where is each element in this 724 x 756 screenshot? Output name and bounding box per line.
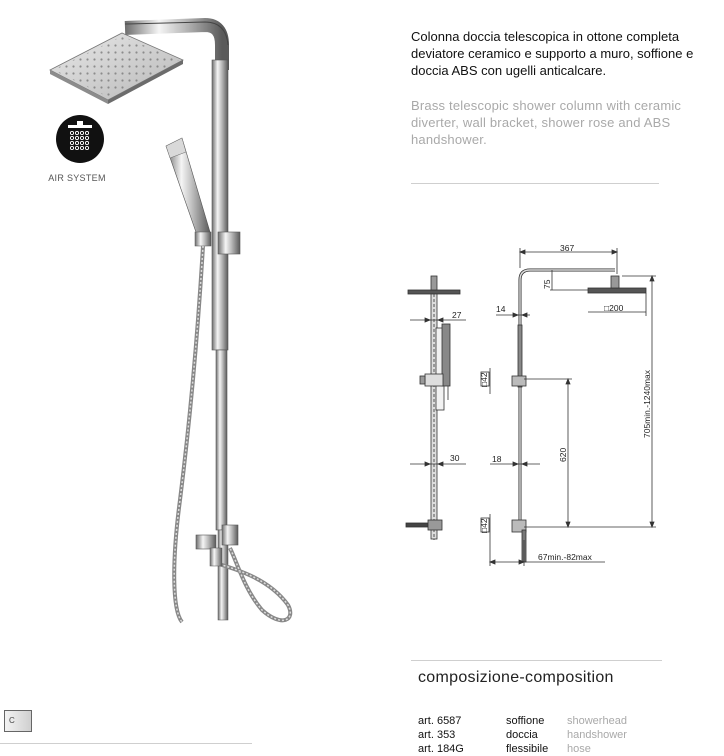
divider-composition [411, 660, 662, 661]
air-system-badge [48, 114, 108, 183]
item-name-it: soffione [506, 715, 545, 727]
dim-200: □200 [604, 303, 624, 313]
composition-row [418, 728, 627, 742]
description-italian: Colonna doccia telescopica in ottone completa deviatore ceramico e supporto a muro, soffione e doccia ABS con ugelli anticalcare. [411, 29, 694, 78]
dim-42-top: □42 [479, 372, 489, 387]
shower-head-icon [55, 114, 105, 164]
dim-height-range: 705min.-1240max [642, 369, 652, 438]
dim-14: 14 [496, 304, 506, 314]
composition-row [418, 714, 627, 728]
item-name-it: flessibile [506, 743, 549, 755]
finish-code: C [9, 716, 15, 725]
finish-swatch [4, 710, 32, 732]
product-photo [0, 0, 400, 640]
dim-30: 30 [450, 453, 460, 463]
composition-title: composizione-composition [418, 669, 614, 686]
item-name-en: hose [567, 743, 591, 755]
dim-27: 27 [452, 310, 462, 320]
dim-75: 75 [542, 279, 552, 289]
article-code: art. 353 [418, 729, 456, 741]
dim-18: 18 [492, 454, 502, 464]
article-code: art. 6587 [418, 715, 462, 727]
item-name-en: showerhead [567, 715, 627, 727]
badge-caption: AIR SYSTEM [48, 173, 106, 183]
dim-620: 620 [558, 447, 568, 462]
item-name-it: doccia [506, 729, 538, 741]
divider-bottom [0, 743, 252, 744]
item-name-en: handshower [567, 729, 627, 741]
article-code: art. 184G [418, 743, 464, 755]
technical-drawing [400, 240, 724, 570]
composition-table [418, 714, 627, 756]
dim-42-bottom: □42 [479, 518, 489, 533]
dim-367: 367 [560, 243, 575, 253]
composition-row [418, 742, 627, 756]
description-english: Brass telescopic shower column with ceramic diverter, wall bracket, shower rose and ABS handshower. [411, 98, 682, 147]
divider-top [411, 183, 659, 184]
dim-reach-range: 67min.-82max [538, 552, 592, 562]
